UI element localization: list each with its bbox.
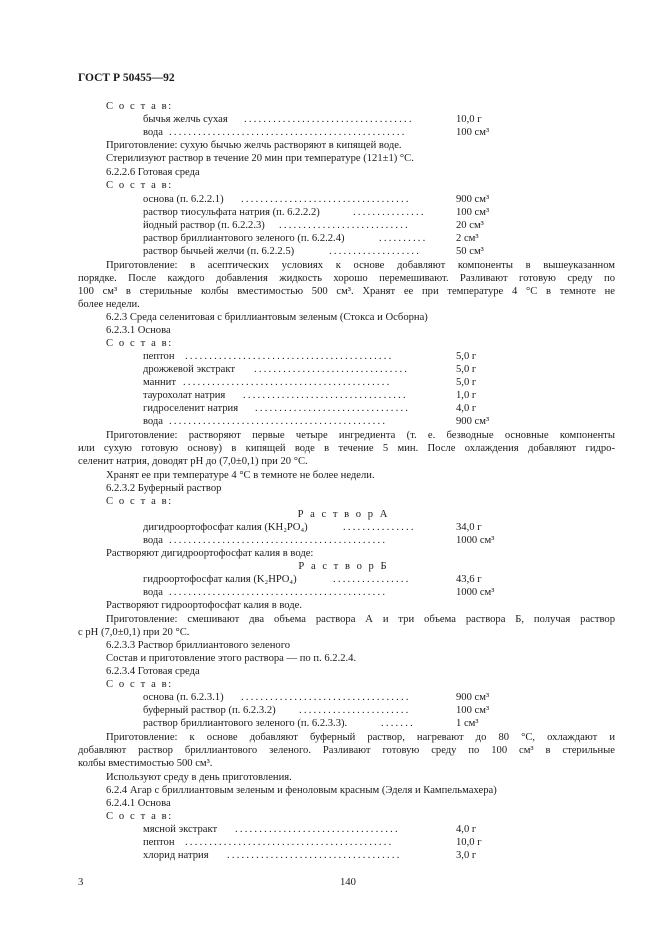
item-label: дрожжевой экстракт [143, 364, 235, 375]
leader-dots: ................ [333, 574, 411, 585]
list-item [143, 363, 623, 376]
paragraph-line: Приготовление: к основе добавляют буферный раствор, нагревают до 80 °С, охлаждают и [106, 732, 615, 743]
paragraph-line: или сухую готовую основу) в кипящей воде в течение 5 мин. После охлаждения добавляют гидро- [78, 443, 615, 454]
item-label: вода [143, 416, 164, 427]
list-item [143, 836, 623, 849]
list-item [143, 376, 623, 389]
list-item [143, 534, 623, 547]
paragraph-line: более недели. [78, 299, 140, 310]
paragraph-line: с pH (7,0±0,1) при 20 °С. [78, 627, 190, 638]
paragraph-line: Состав и приготовление этого раствора — по п. 6.2.2.4. [106, 653, 357, 664]
leader-dots: ........................................... [185, 837, 394, 848]
composition-label: С о с т а в: [106, 679, 173, 690]
item-value: 50 см³ [456, 246, 484, 257]
leader-dots: ............................................. [169, 535, 388, 546]
leader-dots: ................................ [254, 364, 410, 375]
section-heading: 6.2.3 Среда селенитовая с бриллиантовым зеленым (Стокса и Осборна) [106, 312, 428, 323]
item-value: 100 см³ [456, 127, 490, 138]
paragraph-line: Растворяют дигидроортофосфат калия в воде: [106, 548, 314, 559]
section-heading: 6.2.3.3 Раствор бриллиантового зеленого [106, 640, 291, 651]
leader-dots: ................... [329, 246, 422, 257]
list-item [143, 573, 623, 586]
paragraph-line: Приготовление: сухую бычью желчь растворяют в кипящей воде. [106, 140, 402, 151]
item-value: 20 см³ [456, 220, 484, 231]
item-value: 1000 см³ [456, 535, 495, 546]
item-value: 100 см³ [456, 207, 490, 218]
item-label: йодный раствор (п. 6.2.2.3) [143, 220, 265, 231]
leader-dots: ............... [353, 207, 426, 218]
item-label: мясной экстракт [143, 824, 218, 835]
item-value: 34,0 г [456, 522, 482, 533]
list-item [143, 389, 623, 402]
item-value: 10,0 г [456, 114, 482, 125]
composition-label: С о с т а в: [106, 338, 173, 349]
section-heading: 6.2.2.6 Готовая среда [106, 167, 200, 178]
paragraph-line: колбы вместимостью 500 см³. [78, 758, 213, 769]
leader-dots: ............................................. [169, 416, 388, 427]
item-label: вода [143, 127, 164, 138]
composition-label: С о с т а в: [106, 496, 173, 507]
item-label: вода [143, 535, 164, 546]
paragraph-line: Используют среду в день приготовления. [106, 772, 292, 783]
item-value: 1 см³ [456, 718, 479, 729]
item-label: маннит [143, 377, 176, 388]
list-item [143, 232, 623, 245]
item-value: 1,0 г [456, 390, 477, 401]
item-label: основа (п. 6.2.2.1) [143, 194, 224, 205]
paragraph-line: Хранят ее при температуре 4 °С в темноте не более недели. [106, 470, 375, 481]
item-label: вода [143, 587, 164, 598]
item-value: 900 см³ [456, 692, 490, 703]
leader-dots: ....... [381, 718, 415, 729]
item-value: 900 см³ [456, 194, 490, 205]
leader-dots: ........................................... [183, 377, 392, 388]
list-item [143, 402, 623, 415]
paragraph-line: Стерилизуют раствор в течение 20 мин при температуре (121±1) °С. [106, 153, 414, 164]
item-value: 900 см³ [456, 416, 490, 427]
item-label: буферный раствор (п. 6.2.3.2) [143, 705, 276, 716]
paragraph-line: добавляют раствор бриллиантового зеленого. Разливают готовую среду по 100 см³ в стерильные [78, 745, 615, 756]
solution-title: Р а с т в о р Б [298, 561, 389, 572]
list-item [143, 586, 623, 599]
paragraph-line: Приготовление: растворяют первые четыре ингредиента (т. е. безводные основные компоненты [106, 430, 615, 441]
leader-dots: .......... [379, 233, 428, 244]
leader-dots: ........................................... [185, 351, 394, 362]
item-label: основа (п. 6.2.3.1) [143, 692, 224, 703]
item-value: 100 см³ [456, 705, 490, 716]
item-label: бычья желчь сухая [143, 114, 228, 125]
item-label: дигидроортофосфат калия (KH₂PO₄) [143, 522, 308, 533]
composition-label: С о с т а в: [106, 811, 173, 822]
list-item [143, 691, 623, 704]
list-item [143, 849, 623, 862]
item-value: 1000 см³ [456, 587, 495, 598]
list-item [143, 206, 623, 219]
paragraph-line: Растворяют гидроортофосфат калия в воде. [106, 600, 303, 611]
list-item [143, 126, 623, 139]
leader-dots: ............... [343, 522, 416, 533]
item-value: 2 см³ [456, 233, 479, 244]
section-heading: 6.2.4.1 Основа [106, 798, 171, 809]
leader-dots: ................................... [244, 114, 414, 125]
leader-dots: ........................... [279, 220, 410, 231]
leader-dots: ................................................. [169, 127, 407, 138]
leader-dots: .................................. [235, 824, 400, 835]
item-value: 5,0 г [456, 364, 477, 375]
list-item [143, 193, 623, 206]
item-value: 10,0 г [456, 837, 482, 848]
paragraph-line: порядке. После каждого добавления жидкость хорошо перемешивают. Разливают готовую среду по [78, 273, 615, 284]
item-label: раствор бриллиантового зеленого (п. 6.2.2.4) [143, 233, 345, 244]
leader-dots: .................................. [243, 390, 408, 401]
list-item [143, 219, 623, 232]
leader-dots: ................................ [255, 403, 411, 414]
item-value: 43,6 г [456, 574, 482, 585]
composition-label: С о с т а в: [106, 180, 173, 191]
list-item [143, 521, 623, 534]
leader-dots: ....................... [299, 705, 411, 716]
page-number-left: 3 [78, 877, 84, 888]
list-item [143, 350, 623, 363]
item-value: 5,0 г [456, 351, 477, 362]
item-label: пептон [143, 837, 175, 848]
leader-dots: .................................... [227, 850, 402, 861]
item-value: 5,0 г [456, 377, 477, 388]
item-value: 4,0 г [456, 403, 477, 414]
item-label: пептон [143, 351, 175, 362]
list-item [143, 704, 623, 717]
list-item [143, 717, 623, 730]
section-heading: 6.2.3.2 Буферный раствор [106, 483, 222, 494]
section-heading: 6.2.3.1 Основа [106, 325, 171, 336]
item-label: гидроортофосфат калия (K₂HPO₄) [143, 574, 297, 585]
leader-dots: ............................................. [169, 587, 388, 598]
item-label: раствор бычьей желчи (п. 6.2.2.5) [143, 246, 295, 257]
paragraph-line: селенит натрия, доводят pH до (7,0±0,1) при 20 °С. [78, 456, 308, 467]
section-heading: 6.2.4 Агар с бриллиантовым зеленым и феноловым красным (Эделя и Кампельмахера) [106, 785, 497, 796]
list-item [143, 245, 623, 258]
paragraph-line: Приготовление: в асептических условиях к основе добавляют компоненты в вышеуказанном [106, 260, 615, 271]
item-label: раствор бриллиантового зеленого (п. 6.2.3.3). [143, 718, 348, 729]
paragraph-line: 100 см³ в стерильные колбы вместимостью 500 см³. Хранят ее при температуре 4 °С в темноте не [78, 286, 615, 297]
page-number-center: 140 [340, 877, 356, 888]
list-item [143, 415, 623, 428]
solution-title: Р а с т в о р А [297, 509, 390, 520]
composition-label: С о с т а в: [106, 101, 173, 112]
leader-dots: ................................... [241, 692, 411, 703]
item-value: 4,0 г [456, 824, 477, 835]
section-heading: 6.2.3.4 Готовая среда [106, 666, 200, 677]
leader-dots: ................................... [241, 194, 411, 205]
list-item [143, 823, 623, 836]
item-label: хлорид натрия [143, 850, 209, 861]
item-value: 3,0 г [456, 850, 477, 861]
document-header: ГОСТ Р 50455—92 [78, 72, 175, 84]
list-item [143, 113, 623, 126]
item-label: гидроселенит натрия [143, 403, 239, 414]
paragraph-line: Приготовление: смешивают два объема раствора А и три объема раствора Б, получая раствор [106, 614, 615, 625]
item-label: таурохолат натрия [143, 390, 226, 401]
item-label: раствор тиосульфата натрия (п. 6.2.2.2) [143, 207, 320, 218]
